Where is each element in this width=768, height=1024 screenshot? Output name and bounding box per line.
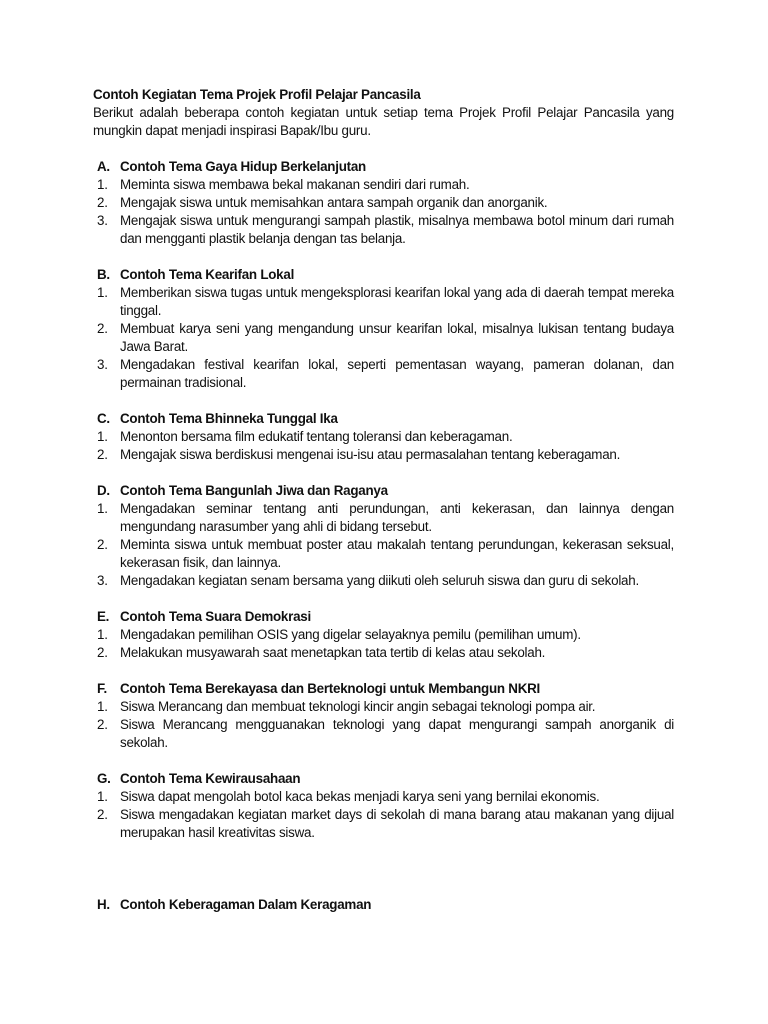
- section-a: [93, 158, 674, 248]
- section-title: Contoh Tema Berekayasa dan Berteknologi untuk Membangun NKRI: [120, 681, 541, 696]
- section-h: [93, 896, 674, 914]
- list-item-number: 1.: [97, 429, 108, 444]
- list-item-text: Mengadakan festival kearifan lokal, seperti pementasan wayang, pameran dolanan, dan permainan tradisional.: [120, 357, 674, 390]
- section-d: [93, 482, 674, 590]
- section-letter: H.: [97, 897, 110, 912]
- list-item: [93, 212, 674, 248]
- list-item-number: 2.: [97, 807, 108, 822]
- list-item-number: 1.: [97, 501, 108, 516]
- section-g: [93, 770, 674, 842]
- section-heading: [93, 482, 674, 500]
- list-item: [93, 536, 674, 572]
- document-title: Contoh Kegiatan Tema Projek Profil Pelajar Pancasila: [93, 87, 421, 102]
- list-item-number: 2.: [97, 645, 108, 660]
- list-item-number: 1.: [97, 699, 108, 714]
- list-item: [93, 572, 674, 590]
- activity-list: [93, 698, 674, 752]
- list-item: [93, 428, 674, 446]
- document-page: [93, 86, 674, 914]
- activity-list: [93, 284, 674, 392]
- section-title: Contoh Keberagaman Dalam Keragaman: [120, 897, 372, 912]
- section-title: Contoh Tema Gaya Hidup Berkelanjutan: [120, 159, 366, 174]
- section-b: [93, 266, 674, 392]
- list-item: [93, 698, 674, 716]
- section-list: [93, 158, 674, 914]
- list-item-text: Siswa Merancang dan membuat teknologi kincir angin sebagai teknologi pompa air.: [120, 699, 596, 714]
- section-heading: [93, 896, 674, 914]
- list-item-text: Membuat karya seni yang mengandung unsur kearifan lokal, misalnya lukisan tentang budaya Jawa Barat.: [120, 321, 674, 354]
- list-item: [93, 806, 674, 842]
- list-item-text: Siswa mengadakan kegiatan market days di sekolah di mana barang atau makanan yang dijual merupakan hasil kreativitas siswa.: [120, 807, 674, 840]
- list-item: [93, 446, 674, 464]
- list-item: [93, 788, 674, 806]
- activity-list: [93, 500, 674, 590]
- list-item-text: Memberikan siswa tugas untuk mengeksplorasi kearifan lokal yang ada di daerah tempat mereka tinggal.: [120, 285, 674, 318]
- section-heading: [93, 266, 674, 284]
- list-item: [93, 284, 674, 320]
- list-item-text: Menonton bersama film edukatif tentang toleransi dan keberagaman.: [120, 429, 513, 444]
- section-heading: [93, 158, 674, 176]
- section-letter: F.: [97, 681, 107, 696]
- list-item-text: Mengadakan pemilihan OSIS yang digelar selayaknya pemilu (pemilihan umum).: [120, 627, 581, 642]
- list-item-number: 2.: [97, 717, 108, 732]
- section-letter: E.: [97, 609, 110, 624]
- list-item-number: 1.: [97, 177, 108, 192]
- list-item-number: 1.: [97, 285, 108, 300]
- activity-list: [93, 428, 674, 464]
- list-item-text: Siswa Merancang mengguanakan teknologi yang dapat mengurangi sampah anorganik di sekolah.: [120, 717, 674, 750]
- list-item: [93, 500, 674, 536]
- list-item: [93, 716, 674, 752]
- section-letter: C.: [97, 411, 110, 426]
- document-intro: Berikut adalah beberapa contoh kegiatan untuk setiap tema Projek Profil Pelajar Pancasila yang mungkin dapat menjadi inspirasi Bapak/Ibu guru.: [93, 105, 674, 138]
- section-title: Contoh Tema Bhinneka Tunggal Ika: [120, 411, 338, 426]
- list-item-text: Siswa dapat mengolah botol kaca bekas menjadi karya seni yang bernilai ekonomis.: [120, 789, 600, 804]
- list-item-text: Mengadakan kegiatan senam bersama yang diikuti oleh seluruh siswa dan guru di sekolah.: [120, 573, 639, 588]
- list-item-number: 2.: [97, 537, 108, 552]
- section-e: [93, 608, 674, 662]
- list-item-number: 2.: [97, 321, 108, 336]
- list-item-text: Melakukan musyawarah saat menetapkan tata tertib di kelas atau sekolah.: [120, 645, 546, 660]
- list-item-number: 3.: [97, 213, 108, 228]
- section-c: [93, 410, 674, 464]
- section-heading: [93, 680, 674, 698]
- section-title: Contoh Tema Bangunlah Jiwa dan Raganya: [120, 483, 388, 498]
- section-letter: G.: [97, 771, 111, 786]
- list-item: [93, 626, 674, 644]
- list-item-number: 1.: [97, 627, 108, 642]
- list-item-text: Mengajak siswa untuk mengurangi sampah plastik, misalnya membawa botol minum dari rumah dan mengganti plastik belanja dengan tas belanja.: [120, 213, 674, 246]
- section-f: [93, 680, 674, 752]
- list-item-number: 2.: [97, 195, 108, 210]
- list-item-text: Mengajak siswa untuk memisahkan antara sampah organik dan anorganik.: [120, 195, 548, 210]
- list-item: [93, 176, 674, 194]
- section-heading: [93, 410, 674, 428]
- list-item: [93, 194, 674, 212]
- activity-list: [93, 626, 674, 662]
- list-item: [93, 644, 674, 662]
- list-item-number: 3.: [97, 357, 108, 372]
- section-title: Contoh Tema Kewirausahaan: [120, 771, 301, 786]
- list-item: [93, 356, 674, 392]
- activity-list: [93, 176, 674, 248]
- section-title: Contoh Tema Suara Demokrasi: [120, 609, 311, 624]
- section-heading: [93, 770, 674, 788]
- activity-list: [93, 788, 674, 842]
- section-letter: B.: [97, 267, 110, 282]
- list-item-text: Mengajak siswa berdiskusi mengenai isu-isu atau permasalahan tentang keberagaman.: [120, 447, 621, 462]
- list-item: [93, 320, 674, 356]
- list-item-text: Meminta siswa untuk membuat poster atau makalah tentang perundungan, kekerasan seksual, kekerasan fisik, dan lainnya.: [120, 537, 674, 570]
- list-item-number: 1.: [97, 789, 108, 804]
- list-item-text: Meminta siswa membawa bekal makanan sendiri dari rumah.: [120, 177, 470, 192]
- section-heading: [93, 608, 674, 626]
- list-item-number: 2.: [97, 447, 108, 462]
- section-letter: D.: [97, 483, 110, 498]
- section-title: Contoh Tema Kearifan Lokal: [120, 267, 295, 282]
- list-item-number: 3.: [97, 573, 108, 588]
- list-item-text: Mengadakan seminar tentang anti perundungan, anti kekerasan, dan lainnya dengan mengundang narasumber yang ahli di bidang tersebut.: [120, 501, 674, 534]
- section-letter: A.: [97, 159, 110, 174]
